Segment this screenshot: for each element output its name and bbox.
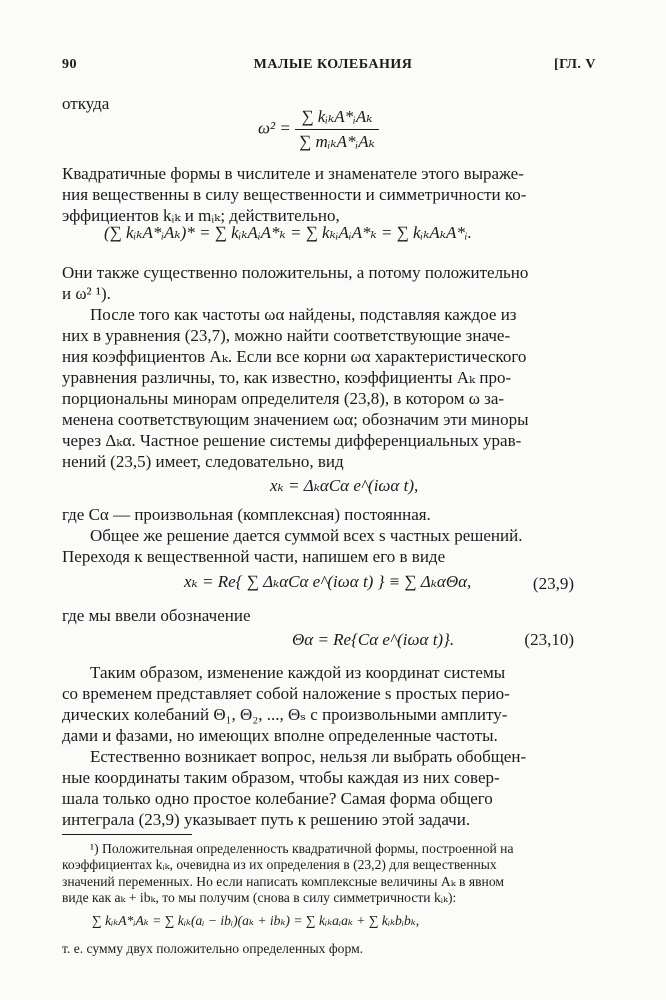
equation-general-solution: xₖ = Re{ ∑ ΔₖαCα e^(iωα t) } ≡ ∑ ΔₖαΘα,	[184, 571, 472, 591]
paragraph-line: где мы ввели обозначение	[62, 605, 251, 625]
paragraph-line: Переходя к вещественной части, напишем его в виде	[62, 547, 446, 567]
paragraph-line: со временем представляет собой наложение s простых перио-	[62, 683, 510, 703]
chapter-label: [ГЛ. V	[554, 56, 596, 72]
paragraph-line: ния коэффициентов Aₖ. Если все корни ωα характеристического	[62, 346, 527, 366]
equation-omega-lhs: ω² =	[258, 118, 291, 138]
paragraph-line: дических колебаний Θ₁, Θ₂, ..., Θₛ с произвольными амплиту-	[62, 704, 508, 724]
equation-omega-denominator: ∑ mᵢₖA*ᵢAₖ	[299, 132, 375, 152]
footnote-equation-line	[92, 912, 632, 930]
paragraph-line: уравнения различны, то, как известно, коэффициенты Aₖ про-	[62, 368, 512, 387]
equation-conjugate-symmetry: (∑ kᵢₖA*ᵢAₖ)* = ∑ kᵢₖAᵢA*ₖ = ∑ kₖᵢAᵢA*ₖ = ∑ kᵢₖAₖA*ᵢ.	[104, 223, 472, 243]
paragraph-line: через Δₖα. Частное решение системы дифференциальных урав-	[62, 431, 522, 451]
equation-partial-solution: xₖ = ΔₖαCα e^(iωα t),	[270, 475, 419, 495]
equation-number: (23,9)	[532, 573, 574, 593]
footnote-line: виде как aₖ + ibₖ, то мы получим (снова в силу симметричности kᵢₖ):	[62, 890, 457, 906]
paragraph-line: менена соответствующим значением ωα; обозначим эти миноры	[62, 410, 529, 430]
equation-theta: Θα = Re{Cα e^(iωα t)}.	[292, 629, 455, 649]
paragraph-line: Естественно возникает вопрос, нельзя ли выбрать обобщен-	[90, 746, 527, 766]
paragraph-line: Общее же решение дается суммой всех s частных решений.	[90, 526, 523, 546]
footnote-line: значений переменных. Но если написать комплексные величины Aₖ в явном	[62, 873, 504, 889]
footnote-divider	[62, 834, 192, 835]
paragraph-line: шала только одно простое колебание? Самая форма общего	[62, 788, 493, 808]
equation-omega-squared	[258, 107, 379, 152]
footnote-line: ¹) Положительная определенность квадратичной формы, построенной на	[90, 840, 514, 856]
paragraph-line: где Cα — произвольная (комплексная) постоянная.	[62, 505, 431, 525]
equation-omega-numerator: ∑ kᵢₖA*ᵢAₖ	[295, 107, 379, 130]
paragraph-line: и ω² ¹).	[62, 283, 111, 303]
paragraph-line: эффициентов kᵢₖ и mᵢₖ; действительно,	[62, 206, 340, 226]
footnote-line	[62, 940, 602, 958]
text-otkuda: откуда	[62, 94, 110, 114]
running-title: МАЛЫЕ КОЛЕБАНИЯ	[253, 56, 413, 72]
paragraph-line: Они также существенно положительны, а потому положительно	[62, 262, 529, 282]
paragraph-line: нений (23,5) имеет, следовательно, вид	[62, 452, 344, 472]
paragraph-line: дами и фазами, но имеющих вполне определенные частоты.	[62, 725, 498, 745]
page-number: 90	[62, 56, 77, 72]
paragraph-line: ния вещественны в силу вещественности и симметричности ко-	[62, 185, 527, 204]
paragraph-line: ные координаты таким образом, чтобы каждая из них совер-	[62, 767, 500, 787]
paragraph-line: Квадратичные формы в числителе и знаменателе этого выраже-	[62, 163, 524, 183]
paragraph-line: порциональны минорам определителя (23,8), в котором ω за-	[62, 389, 505, 409]
footnote-line-last: т. е. сумму двух положительно определенных форм.	[62, 941, 364, 956]
equation-omega-fraction	[295, 107, 379, 152]
footnote-equation: ∑ kᵢₖA*ᵢAₖ = ∑ kᵢₖ(aᵢ − ibᵢ)(aₖ + ibₖ) = ∑ kᵢₖaᵢaₖ + ∑ kᵢₖbᵢbₖ,	[92, 913, 420, 928]
equation-number: (23,10)	[524, 629, 574, 649]
paragraph-line: них в уравнения (23,7), можно найти соответствующие значе-	[62, 325, 511, 345]
footnote-line: коэффициентах kᵢₖ, очевидна из их определения в (23,2) для вещественных	[62, 857, 497, 873]
paragraph-line: Таким образом, изменение каждой из координат системы	[90, 662, 506, 682]
paragraph-line: После того как частоты ωα найдены, подставляя каждое из	[90, 304, 517, 324]
paragraph-line: интеграла (23,9) указывает путь к решению этой задачи.	[62, 809, 471, 829]
